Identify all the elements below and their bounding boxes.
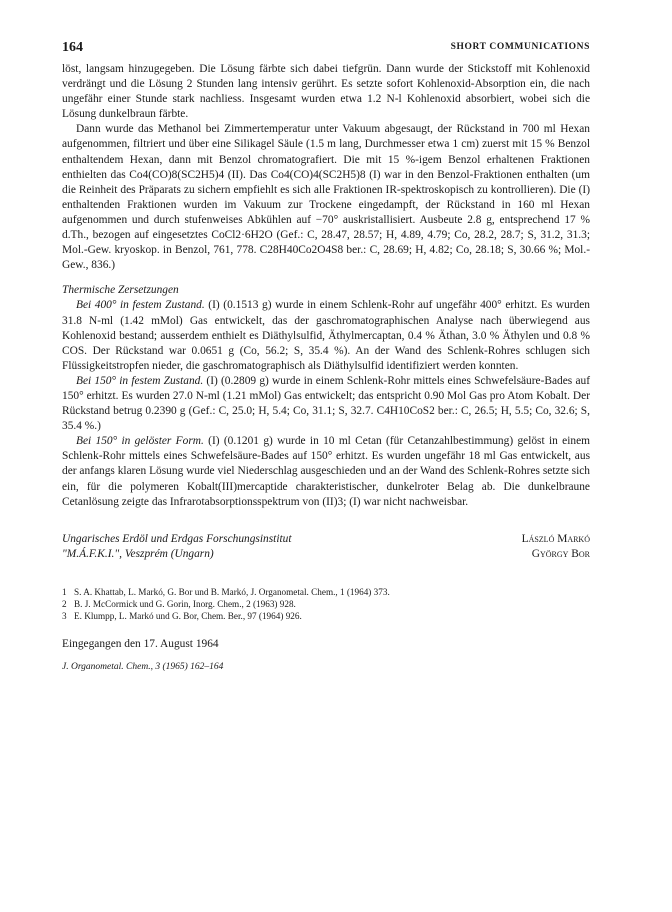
authors (522, 532, 590, 562)
paragraph-lead: Bei 400° in festem Zustand. (76, 299, 205, 312)
reference-text: E. Klumpp, L. Markó und G. Bor, Chem. Ber., 97 (1964) 926. (74, 611, 302, 622)
reference-text: B. J. McCormick und G. Gorin, Inorg. Chem., 2 (1963) 928. (74, 598, 296, 609)
reference-number: 3 (62, 611, 67, 622)
section-title: Thermische Zersetzungen (62, 284, 179, 297)
body-paragraph-1: löst, langsam hinzugegeben. Die Lösung färbte sich dabei tiefgrün. Dann wurde der Stickstoff mit Kohlenoxid verdrängt und die Lösung 2 Stunden lang intensiv gerührt. Es setzte sofort Kohlenoxid-Absorption ein, die nach ungefähr einer Stunde stark nachliess. Insgesamt wurden etwa 1.2 N-l Kohlenoxid absorbiert, wobei sich die Lösung dunkelbraun färbte. (62, 63, 590, 121)
page (62, 40, 590, 672)
decomposition-paragraph-150-solution (62, 434, 590, 509)
reference-number: 1 (62, 586, 67, 597)
institute-location: "M.Á.F.K.I.", Veszprém (Ungarn) (62, 547, 214, 560)
reference-number: 2 (62, 598, 67, 609)
running-title: SHORT COMMUNICATIONS (450, 42, 590, 52)
reference-item (62, 586, 590, 598)
author-name: László Markó (521, 532, 590, 545)
paragraph-lead: Bei 150° in festem Zustand. (76, 374, 204, 387)
author-name: György Bor (531, 547, 590, 560)
institute-address (62, 532, 292, 562)
paragraph-text: (I) (0.1513 g) wurde in einem Schlenk-Rohr auf ungefähr 400° erhitzt. Es wurden 31.8 N-ml (1.42 mMol) Gas entwickelt, das der gaschromatographischen Analyse nach überwiegend aus Kohlenoxid bestand; ausserdem enthielt es Diäthylsulfid, Äthylmercaptan, 0.4 % Äthan, 3.0 % Äthylen und 0.8 % COS. Der Rückstand war 0.0651 g (Co, 56.2; S, 35.4 %). An der Wand des Schlenk-Rohres schlugen sich Flüssigkeitstropfen nieder, die gaschromatographisch als Diäthylsulfid identifiziert werden konnten. (62, 299, 590, 372)
decomposition-paragraph-400 (62, 298, 590, 373)
page-header (62, 40, 590, 62)
page-number: 164 (62, 40, 83, 55)
paragraph-text: (I) (0.2809 g) wurde in einem Schlenk-Rohr mittels eines Schwefelsäure-Bades auf 150° erhitzt. Es wurden 27.0 N-ml (1.21 mMol) Gas entwickelt; das entspricht 0.90 Mol Gas pro Atom Kobalt. Der Rückstand betrug 0.2390 g (Gef.: C, 25.0; H, 5.4; Co, 31.1; S, 32.7. C4H10CoS2 ber.: C, 26.5; H, 5.5; Co, 32.6; S, 35.4 %.) (62, 374, 590, 433)
paragraph-lead: Bei 150° in gelöster Form. (76, 435, 204, 448)
reference-item (62, 598, 590, 610)
institute-name: Ungarisches Erdöl und Erdgas Forschungsinstitut (62, 532, 292, 545)
reference-list (62, 586, 590, 623)
reference-item (62, 610, 590, 622)
received-date: Eingegangen den 17. August 1964 (62, 638, 219, 651)
body-paragraph-2: Dann wurde das Methanol bei Zimmertemperatur unter Vakuum abgesaugt, der Rückstand in 700 ml Hexan aufgenommen, filtriert und über eine Silikagel Säule (1.5 m lang, Durchmesser etwa 1 cm) zuerst mit 15 % Benzol enthaltendem Hexan, dann mit Benzol chromatografiert. Die mit 15 %-igem Benzol erhaltenen Fraktionen enthielten das Co4(CO)8(SC2H5)4 (II). Das Co4(CO)4(SC2H5)8 (I) war in den Benzol-Fraktionen enthalten (um die Reinheit des Präparats zu sichern empfiehlt es sich alle Fraktionen IR-spektroskopisch zu kontrollieren). Die (I) enthaltenden Fraktionen wurden im Vakuum zur Trockene eingedampft, der Rückstand in 160 ml Hexan aufgenommen und durch stufenweises Abkühlen auf −70° auskristallisiert. Ausbeute 2.8 g, entsprechend 17 % d.Th., bezogen auf eingesetztes CoCl2·6H2O (Gef.: C, 28.47, 28.57; H, 4.89, 4.79; Co, 28.2, 28.7; S, 31.2, 31.3; Mol.-Gew. kryoskop. in Benzol, 761, 778. C28H40Co2O4S8 ber.: C, 28.69; H, 4.82; Co, 28.18; S, 30.66 %; Mol.-Gew., 836.) (62, 123, 590, 272)
journal-citation: J. Organometal. Chem., 3 (1965) 162–164 (62, 662, 224, 673)
paragraph-text: (I) (0.1201 g) wurde in 10 ml Cetan (für Cetanzahlbestimmung) gelöst in einem Schlenk-Rohr mittels eines Schwefelsäure-Bades auf 150° erhitzt. Es wurden ungefähr 18 ml Gas entwickelt, aus der anfangs klaren Lösung wurde viel Niederschlag ausgeschieden und an der Wand des Schlenk-Rohres setzte sich ein, für die polymeren Kobalt(III)mercaptide charakteristischer, dunkelroter Belag ab. Die dunkelbraune Cetanlösung zeigte das Infrarotabsorptionsspektrum von (II)3; (I) war nicht nachweisbar. (62, 435, 590, 508)
reference-text: S. A. Khattab, L. Markó, G. Bor und B. Markó, J. Organometal. Chem., 1 (1964) 373. (74, 586, 390, 597)
signature-block (62, 532, 590, 562)
decomposition-paragraph-150-solid (62, 374, 590, 434)
